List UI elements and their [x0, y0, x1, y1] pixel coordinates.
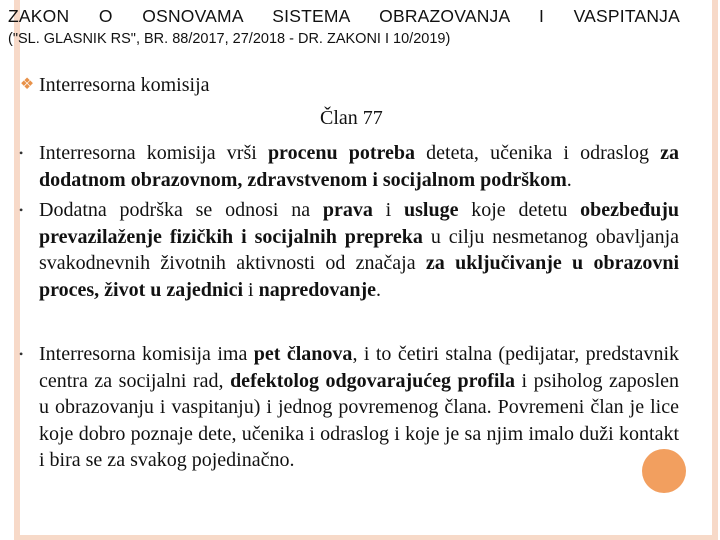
frame-right-border [712, 0, 718, 540]
text-segment: i [372, 199, 404, 221]
text-segment: . [566, 168, 572, 191]
page-title: ZAKON O OSNOVAMA SISTEMA OBRAZOVANJA I VASPITANJA [8, 6, 680, 26]
bold-text-segment: prava [322, 199, 373, 221]
page-subtitle: ("SL. GLASNIK RS", BR. 88/2017, 27/2018 - DR. ZAKONI I 10/2019) [8, 31, 451, 47]
text-segment: Interresorna komisija vrši [39, 142, 268, 164]
text-segment: , i to četiri stalna (pedijatar, predstavnik centra za socijalni rad, [39, 343, 679, 392]
frame-bottom-border [14, 535, 718, 540]
bold-text-segment: za dodatnom obrazovnom, zdravstvenom i socijalnom podrškom [39, 142, 680, 191]
text-segment: Dodatna podrška se odnosi na [39, 199, 323, 221]
bullet-text [39, 199, 679, 301]
decorative-circle [642, 449, 686, 493]
text-segment: Interresorna komisija ima [39, 343, 254, 365]
article-number: Član 77 [320, 107, 383, 129]
bullet-list-item-3 [19, 341, 679, 474]
section-heading [18, 72, 210, 98]
bold-text-segment: pet članova [253, 343, 353, 365]
section-title: Interresorna komisija [39, 74, 210, 96]
bold-text-segment: usluge [403, 199, 459, 221]
bold-text-segment: procenu potreba [267, 142, 416, 164]
bold-text-segment: obezbeđuju prevazilaženje fizičkih i socijalnih prepreka [39, 199, 679, 248]
bullet-dot-icon: • [19, 146, 24, 160]
bullet-dot-icon: • [19, 347, 24, 361]
bullet-text [39, 142, 679, 191]
text-segment: i psiholog zaposlen u obrazovanju i vaspitanju) i jednog povremenog člana. Povremeni član je lice koje dobro poznaje dete, učenika i odraslog i koje je sa njim imalo duži kontakt i bira se za svakog pojedinačno. [39, 369, 680, 471]
text-segment: i [243, 278, 259, 301]
bold-text-segment: defektolog odgovarajućeg profila [230, 369, 515, 392]
bullet-text [39, 343, 679, 471]
diamond-bullet-icon: ❖ [19, 76, 35, 93]
text-segment: . [376, 278, 382, 301]
bullet-list-item-1 [19, 140, 679, 193]
text-segment: deteta, učenika i odraslog [415, 142, 661, 164]
bullet-dot-icon: • [19, 203, 24, 217]
bold-text-segment: za uključivanje u obrazovni proces, život u zajednici [39, 252, 679, 301]
bold-text-segment: napredovanje [258, 278, 377, 301]
text-segment: u cilju nesmetanog obavljanja svakodnevnih životnih aktivnosti od značaja [39, 225, 680, 274]
bullet-list-item-2 [19, 197, 679, 303]
text-segment: koje detetu [458, 199, 581, 221]
bullet-paragraph [19, 341, 679, 474]
bullet-paragraph [19, 140, 679, 193]
header [8, 5, 680, 49]
bullet-paragraph [19, 197, 679, 303]
